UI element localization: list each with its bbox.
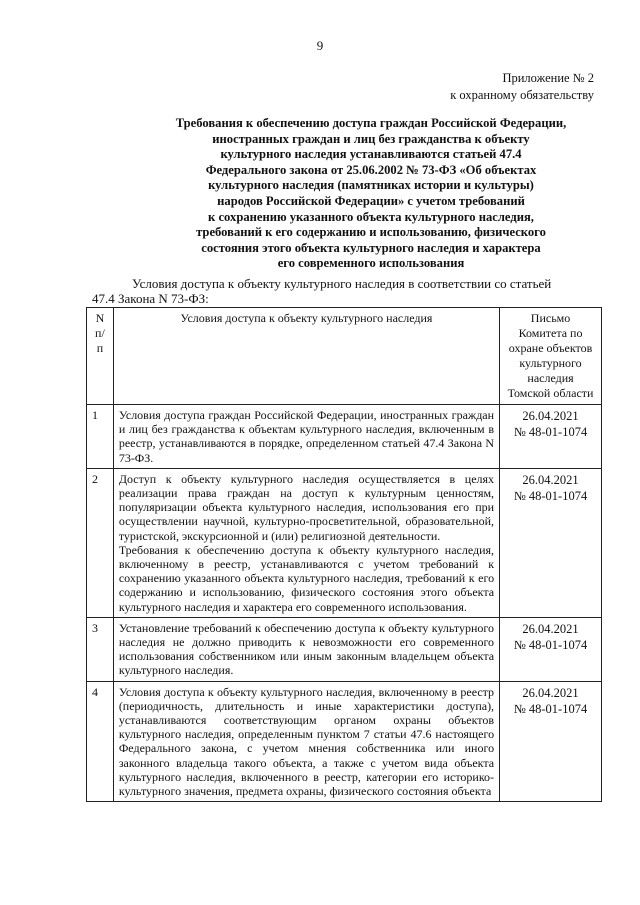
header-conditions: Условия доступа к объекту культурного наследия <box>113 308 499 405</box>
title-line: состояния этого объекта культурного наследия и характера <box>201 240 541 255</box>
table-row <box>87 681 602 802</box>
appendix-header <box>450 70 594 104</box>
row-num: 2 <box>87 468 114 617</box>
table-row <box>87 468 602 617</box>
condition-paragraph: Условия доступа к объекту культурного наследия, включенному в реестр (периодичность, длительность и иные характеристики доступа), устанавливаются соответствующим органом охраны объектов культурного наследия, определенным пунктом 7 статьи 47.6 настоящего Федерального закона, с учетом мнения собственника или иного законного владельца такого объекта, а также с учетом вида объекта культурного наследия, включенного в реестр, категории его историко-культурного значения, предмета охраны, физического состояния объекта <box>118 684 495 799</box>
condition-paragraph: Доступ к объекту культурного наследия осуществляется в целях реализации права граждан на доступ к культурным ценностям, популяризации объекта культурного наследия, использования его при осуществлении научной, культурно-просветительной, образовательной, туристской, экскурсионной и (или) религиозной деятельности. <box>118 471 495 543</box>
letter-date: 26.04.2021 <box>522 472 579 487</box>
header-num: N п/п <box>87 308 114 405</box>
appendix-title: Приложение № 2 <box>502 71 594 85</box>
intro-line: 47.4 Закона N 73-ФЗ: <box>92 291 209 306</box>
title-line: к сохранению указанного объекта культурного наследия, <box>208 209 534 224</box>
letter-number: № 48-01-1074 <box>513 637 588 652</box>
page-number: 9 <box>316 38 324 53</box>
title-line: его современного использования <box>277 256 465 271</box>
row-conditions <box>113 617 499 681</box>
title-line: народов Российской Федерации» с учетом требований <box>217 193 525 208</box>
table-row <box>87 405 602 469</box>
row-conditions <box>113 405 499 469</box>
letter-date: 26.04.2021 <box>522 685 579 700</box>
letter-number: № 48-01-1074 <box>513 488 588 503</box>
title-line: культурного наследия (памятниках истории и культуры) <box>208 178 534 193</box>
row-conditions <box>113 681 499 802</box>
table-row <box>87 617 602 681</box>
title-line: культурного наследия устанавливаются статьей 47.4 <box>220 147 522 162</box>
title-line: Федерального закона от 25.06.2002 № 73-ФЗ «Об объектах <box>205 162 537 177</box>
row-letter <box>500 681 602 802</box>
letter-date: 26.04.2021 <box>522 409 579 423</box>
row-num: 1 <box>87 405 114 469</box>
condition-paragraph: Условия доступа граждан Российской Федерации, иностранных граждан и лиц без гражданства к объектам культурного наследия, включенным в реестр, устанавливаются в порядке, определенном статьей 47.4 Закона N 73-ФЗ. <box>118 408 495 465</box>
table-header-row <box>87 308 602 405</box>
header-letter: Письмо Комитета по охране объектов культурного наследия Томской области <box>500 308 602 405</box>
condition-paragraph: Установление требований к обеспечению доступа к объекту культурного наследия не должно приводить к невозможности его современного использования собственником или иным законным владельцем объекта культурного наследия. <box>118 620 495 678</box>
intro-line: Условия доступа к объекту культурного наследия в соответствии со статьей <box>132 276 552 291</box>
title-line: Требования к обеспечению доступа граждан Российской Федерации, <box>175 116 567 130</box>
letter-number: № 48-01-1074 <box>513 425 588 439</box>
row-num: 4 <box>87 681 114 802</box>
appendix-subtitle: к охранному обязательству <box>450 88 594 102</box>
row-letter <box>500 617 602 681</box>
title-line: иностранных граждан и лиц без гражданства к объекту <box>212 131 530 146</box>
letter-number: № 48-01-1074 <box>513 701 588 716</box>
document-title <box>140 116 602 272</box>
row-letter <box>500 405 602 469</box>
row-num: 3 <box>87 617 114 681</box>
condition-paragraph: Требования к обеспечению доступа к объекту культурного наследия, включенному в реестр, устанавливаются с учетом требований к сохранению указанного объекта культурного наследия, требований к его содержанию и использованию, физического состояния этого объекта культурного наследия и характера его современного использования. <box>118 542 495 614</box>
requirements-table <box>86 307 602 802</box>
row-conditions <box>113 468 499 617</box>
title-line: требований к его содержанию и использованию, физического <box>196 225 546 240</box>
letter-date: 26.04.2021 <box>522 621 579 636</box>
intro-paragraph <box>92 276 597 306</box>
row-letter <box>500 468 602 617</box>
